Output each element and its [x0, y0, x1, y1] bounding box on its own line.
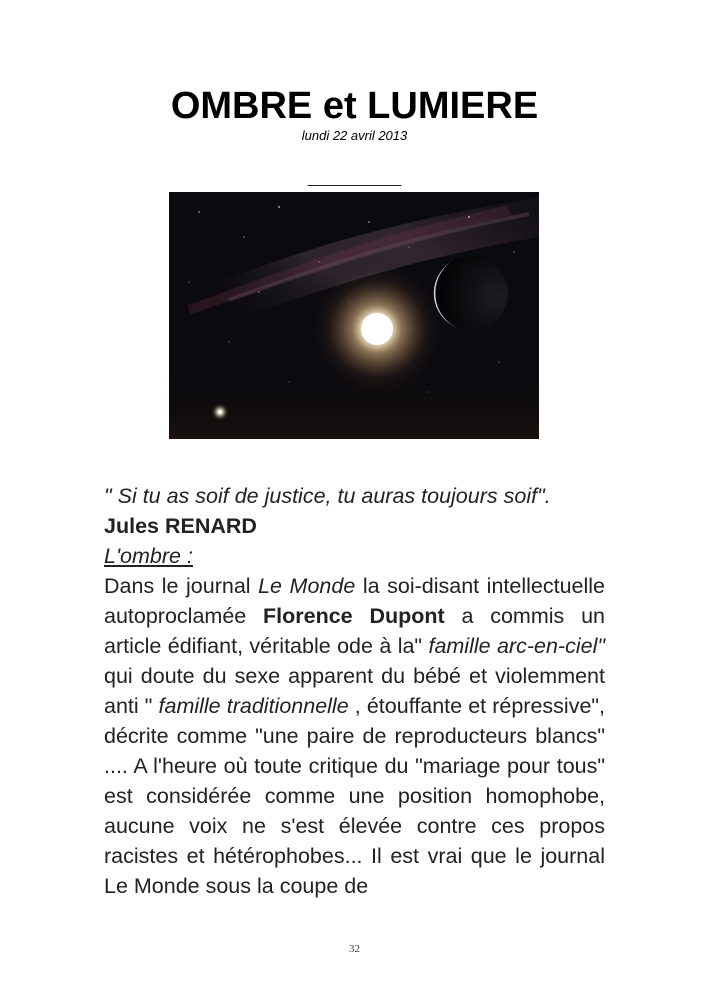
page-number: 32: [349, 943, 360, 955]
section-heading: L'ombre :: [104, 544, 193, 568]
space-illustration-image: [169, 192, 539, 439]
epigraph-quote: " Si tu as soif de justice, tu auras toujours soif".: [104, 484, 551, 508]
paragraph-text: a commis un article édifiant, véritable ode à la": [104, 604, 605, 658]
emphasis-text: famille arc-en-ciel": [428, 634, 605, 658]
article-body: [104, 481, 605, 901]
newspaper-name: Le Monde: [258, 574, 356, 598]
separator-line: ____________: [307, 170, 402, 186]
paragraph-text: , étouffante et répressive", décrite comme "une paire de reproducteurs blancs" .... A l'heure où toute critique du "mariage pour tous" est considérée comme une position homophobe, aucune voix ne s'est élevée contre ces propos racistes et hétérophobes... Il est vrai que le journal Le Monde sous la coupe de: [104, 694, 606, 898]
paragraph-text: la soi-disant intellectuelle autoproclamée: [104, 574, 605, 628]
quote-author: Jules RENARD: [104, 514, 257, 538]
paragraph-text: Dans le journal: [104, 574, 259, 598]
emphasis-text: famille traditionnelle: [158, 694, 349, 718]
paragraph-text: qui doute du sexe apparent du bébé et violemment anti ": [104, 664, 605, 718]
article-paragraph: [104, 571, 605, 901]
page-title: OMBRE et LUMIERE: [170, 85, 539, 127]
post-date: lundi 22 avril 2013: [301, 128, 408, 143]
person-name: Florence Dupont: [263, 604, 445, 628]
